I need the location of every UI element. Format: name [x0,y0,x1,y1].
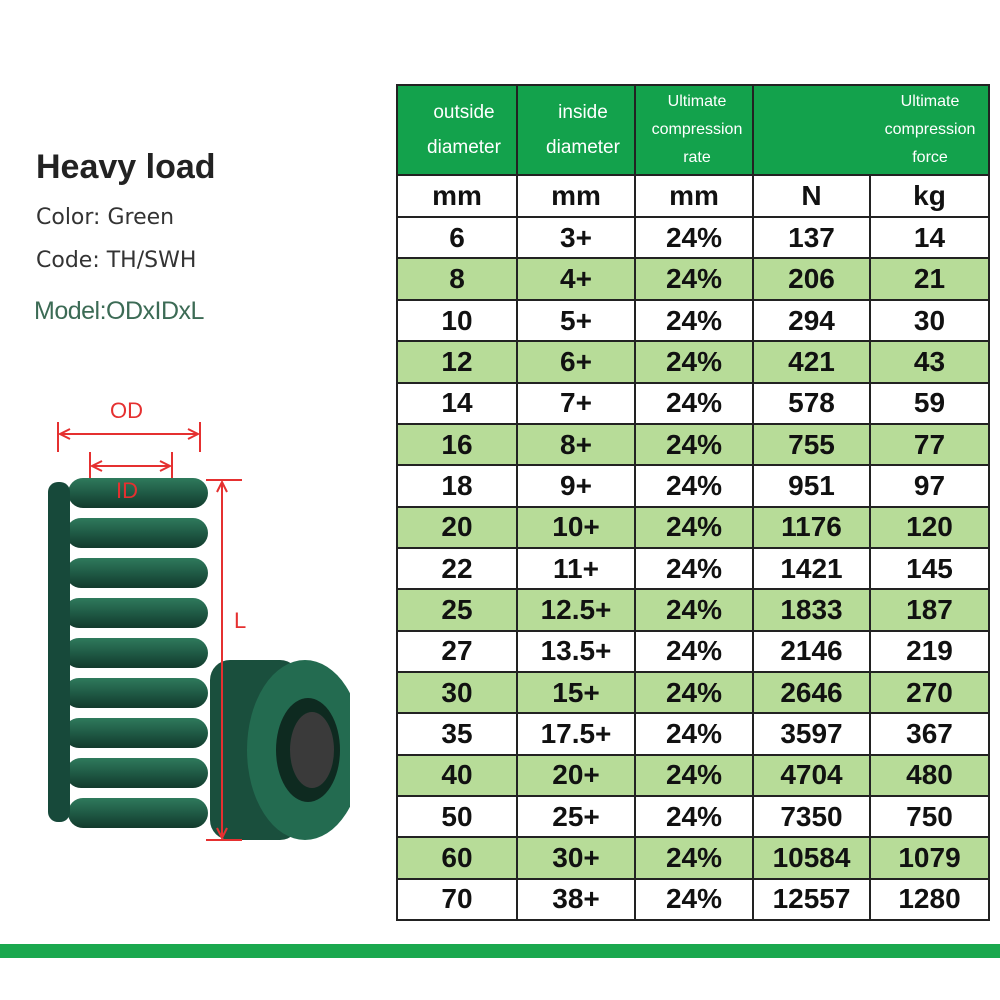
table-cell: 219 [870,631,989,672]
table-cell: 43 [870,341,989,382]
od-label: OD [110,398,143,423]
table-cell: 120 [870,507,989,548]
table-cell: 8 [397,258,517,299]
spring-diagram [30,390,350,860]
od-dimension [58,422,200,452]
table-cell: 14 [870,217,989,258]
table-row [397,465,989,506]
table-cell: 97 [870,465,989,506]
table-cell: 2646 [753,672,870,713]
table-cell: 12557 [753,879,870,920]
table-cell: 24% [635,341,753,382]
table-row [397,507,989,548]
table-cell: 12.5+ [517,589,635,630]
table-cell: 11+ [517,548,635,589]
unit-cell: mm [397,175,517,217]
table-cell: 24% [635,837,753,878]
table-cell: 1079 [870,837,989,878]
table-row [397,879,989,920]
table-row [397,713,989,754]
table-row [397,424,989,465]
table-cell: 24% [635,755,753,796]
table-cell: 18 [397,465,517,506]
table-cell: 367 [870,713,989,754]
table-cell: 15+ [517,672,635,713]
table-cell: 7+ [517,383,635,424]
table-cell: 24% [635,672,753,713]
table-row [397,672,989,713]
table-row [397,383,989,424]
product-title: Heavy load [36,148,216,186]
table-cell: 22 [397,548,517,589]
table-cell: 24% [635,383,753,424]
table-cell: 1421 [753,548,870,589]
model-line: Model:ODxIDxL [34,297,204,325]
table-cell: 6+ [517,341,635,382]
table-cell: 480 [870,755,989,796]
table-cell: 1176 [753,507,870,548]
table-cell: 24% [635,258,753,299]
table-cell: 10+ [517,507,635,548]
table-cell: 24% [635,548,753,589]
table-row [397,217,989,258]
spec-table [396,84,990,921]
table-cell: 24% [635,631,753,672]
table-cell: 145 [870,548,989,589]
table-cell: 9+ [517,465,635,506]
code-line: Code: TH/SWH [36,248,197,273]
table-row [397,341,989,382]
table-row [397,548,989,589]
table-cell: 50 [397,796,517,837]
table-cell: 16 [397,424,517,465]
table-cell: 4704 [753,755,870,796]
header-compression-force: Ultimate compression force [753,85,989,175]
header-outside-diameter: outside diameter [397,85,517,175]
id-dimension [90,452,172,478]
tall-spring [48,478,208,828]
table-cell: 951 [753,465,870,506]
table-cell: 24% [635,589,753,630]
short-spring [210,660,350,840]
table-cell: 35 [397,713,517,754]
color-line: Color: Green [36,205,175,230]
table-cell: 6 [397,217,517,258]
table-cell: 24% [635,424,753,465]
table-cell: 77 [870,424,989,465]
l-label: L [234,608,247,633]
table-cell: 30 [870,300,989,341]
table-cell: 24% [635,713,753,754]
table-row [397,589,989,630]
table-cell: 10584 [753,837,870,878]
header-compression-rate: Ultimate compression rate [635,85,753,175]
table-cell: 60 [397,837,517,878]
table-cell: 24% [635,879,753,920]
table-cell: 5+ [517,300,635,341]
table-cell: 30+ [517,837,635,878]
bottom-divider [0,944,1000,958]
table-cell: 8+ [517,424,635,465]
table-cell: 270 [870,672,989,713]
table-cell: 3597 [753,713,870,754]
table-cell: 750 [870,796,989,837]
table-cell: 38+ [517,879,635,920]
table-cell: 7350 [753,796,870,837]
header-inside-diameter: inside diameter [517,85,635,175]
table-cell: 14 [397,383,517,424]
table-cell: 24% [635,465,753,506]
table-cell: 21 [870,258,989,299]
table-cell: 12 [397,341,517,382]
table-cell: 2146 [753,631,870,672]
table-cell: 10 [397,300,517,341]
table-cell: 206 [753,258,870,299]
table-row [397,755,989,796]
table-body [397,217,989,920]
unit-cell: kg [870,175,989,217]
table-cell: 25+ [517,796,635,837]
table-row [397,300,989,341]
table-cell: 4+ [517,258,635,299]
table-row [397,258,989,299]
table-cell: 17.5+ [517,713,635,754]
table-row [397,796,989,837]
table-cell: 294 [753,300,870,341]
table-cell: 24% [635,300,753,341]
table-cell: 24% [635,217,753,258]
table-cell: 24% [635,796,753,837]
table-cell: 421 [753,341,870,382]
table-row [397,631,989,672]
table-cell: 59 [870,383,989,424]
table-cell: 755 [753,424,870,465]
id-label: ID [116,478,138,503]
table-header-row [397,85,989,175]
table-cell: 70 [397,879,517,920]
table-cell: 1833 [753,589,870,630]
unit-cell: mm [635,175,753,217]
table-cell: 24% [635,507,753,548]
table-cell: 578 [753,383,870,424]
table-cell: 30 [397,672,517,713]
table-cell: 27 [397,631,517,672]
unit-cell: N [753,175,870,217]
table-row [397,837,989,878]
table-cell: 20 [397,507,517,548]
table-cell: 1280 [870,879,989,920]
table-cell: 137 [753,217,870,258]
table-cell: 3+ [517,217,635,258]
table-cell: 20+ [517,755,635,796]
table-cell: 25 [397,589,517,630]
table-cell: 13.5+ [517,631,635,672]
units-row [397,175,989,217]
unit-cell: mm [517,175,635,217]
table-cell: 187 [870,589,989,630]
table-cell: 40 [397,755,517,796]
